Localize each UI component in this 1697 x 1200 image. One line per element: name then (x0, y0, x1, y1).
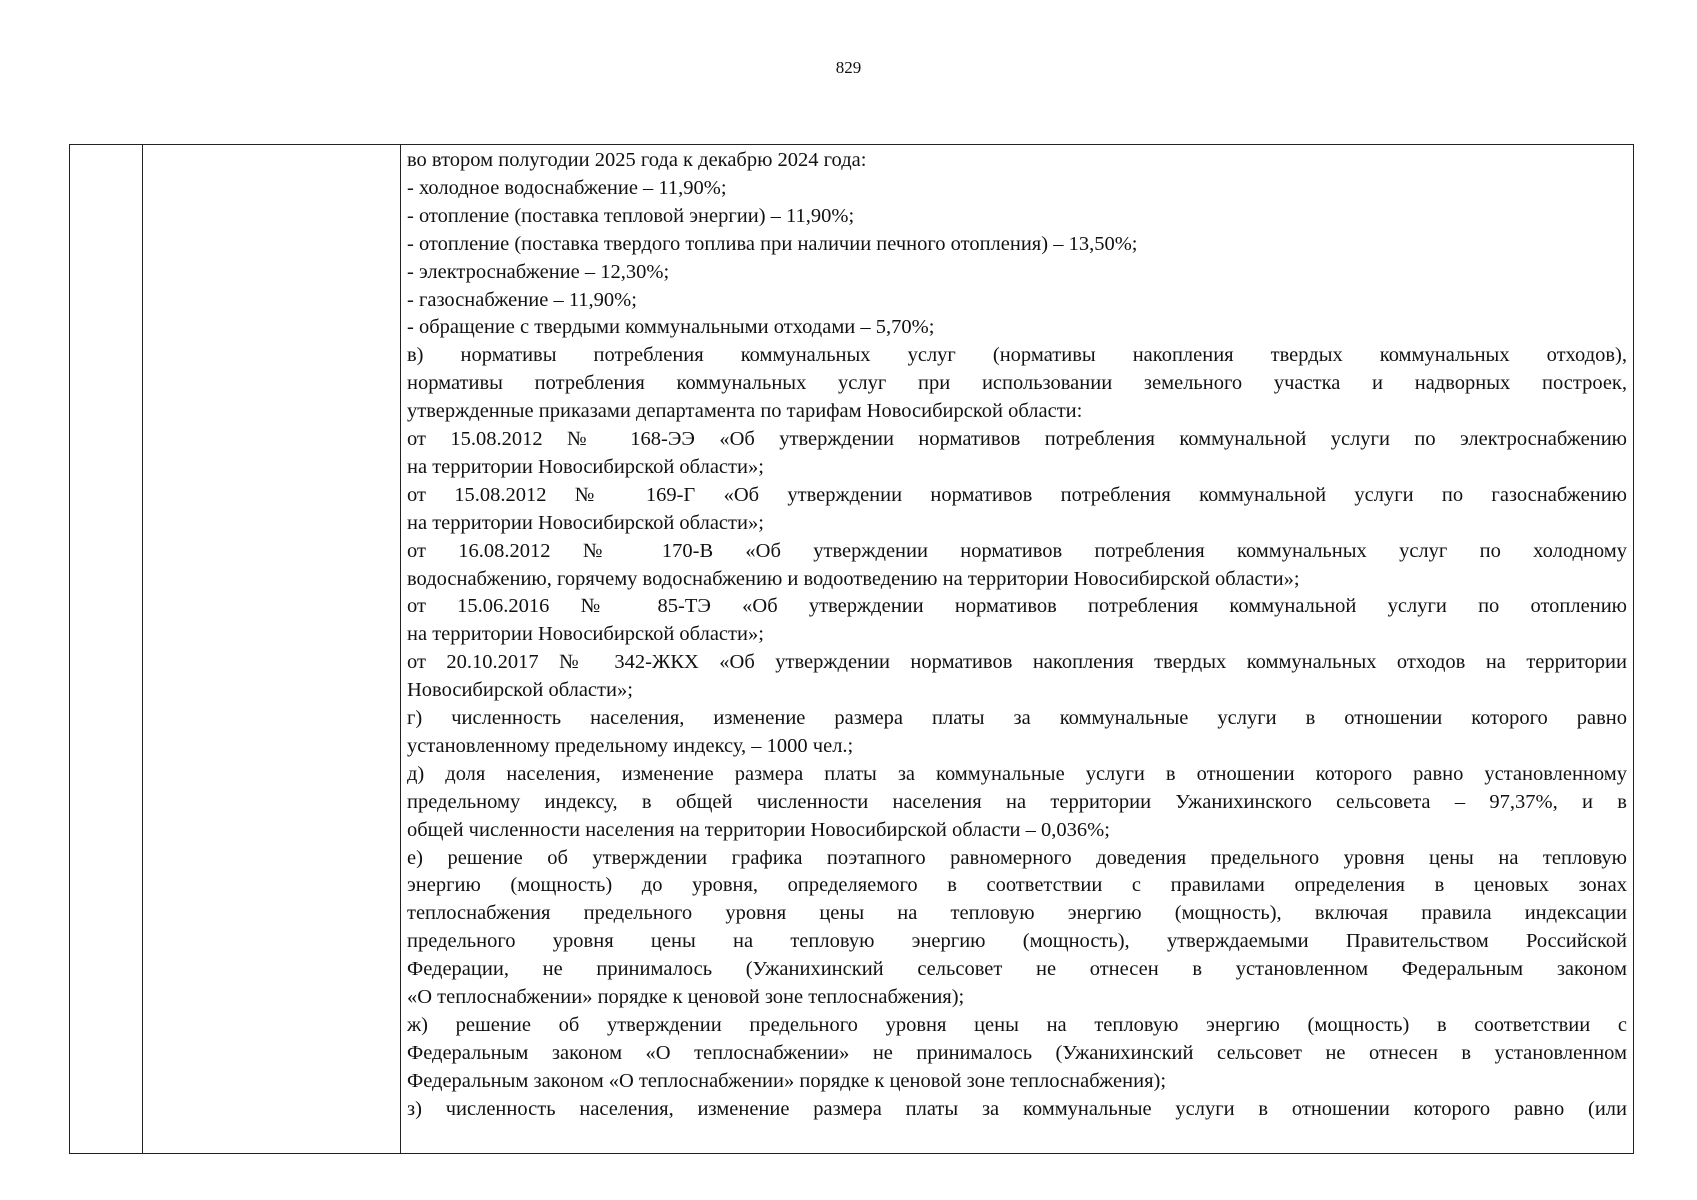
text-line: общей численности населения на территории Новосибирской области – 0,036%; (407, 818, 1110, 841)
text-line: г) численность населения, изменение размера платы за коммунальные услуги в отношении которого равно (407, 707, 1627, 730)
text-line: ж) решение об утверждении предельного уровня цены на тепловую энергию (мощность) в соответствии с (407, 1013, 1627, 1036)
text-line: утвержденные приказами департамента по тарифам Новосибирской области: (407, 400, 1083, 423)
text-line: во втором полугодии 2025 года к декабрю 2024 года: (407, 149, 867, 171)
text-line: нормативы потребления коммунальных услуг при использовании земельного участка и надворных построек, (407, 372, 1627, 395)
page-number: 829 (835, 58, 862, 77)
document-table (69, 144, 1634, 1154)
text-line: «О теплоснабжении» порядке к ценовой зоне теплоснабжения); (407, 985, 965, 1008)
table-row (70, 145, 1634, 1154)
text-line: - отопление (поставка тепловой энергии) – 11,90%; (407, 204, 855, 227)
name-cell (143, 145, 401, 1154)
text-line: д) доля населения, изменение размера платы за коммунальные услуги в отношении которого равно установленному (407, 762, 1627, 785)
text-line: е) решение об утверждении графика поэтапного равномерного доведения предельного уровня цены на тепловую (407, 846, 1627, 869)
text-line: Федеральным законом «О теплоснабжении» не принималось (Ужанихинский сельсовет не отнесен в установленном (407, 1041, 1627, 1064)
text-line: - электроснабжение – 12,30%; (407, 260, 670, 283)
text-line: от 15.06.2016 № 85-ТЭ «Об утверждении нормативов потребления коммунальной услуги по отоплению (407, 595, 1627, 618)
text-line: на территории Новосибирской области»; (407, 623, 764, 646)
text-line: от 15.08.2012 № 168-ЭЭ «Об утверждении нормативов потребления коммунальной услуги по электроснабжению (407, 428, 1627, 451)
text-line: предельного уровня цены на тепловую энергию (мощность), утверждаемыми Правительством Российской (407, 930, 1627, 953)
text-line: предельному индексу, в общей численности населения на территории Ужанихинского сельсовета – 97,37%, и в (407, 790, 1627, 813)
text-line: от 20.10.2017 № 342-ЖКХ «Об утверждении нормативов накопления твердых коммунальных отходов на территории (407, 651, 1627, 674)
text-line: - отопление (поставка твердого топлива при наличии печного отопления) – 13,50%; (407, 232, 1138, 255)
text-line: з) численность населения, изменение размера платы за коммунальные услуги в отношении которого равно (или (407, 1097, 1627, 1120)
text-line: - обращение с твердыми коммунальными отходами – 5,70%; (407, 316, 935, 339)
content-text (407, 147, 1627, 1123)
text-line: теплоснабжения предельного уровня цены на тепловую энергию (мощность), включая правила индексации (407, 902, 1627, 925)
text-line: в) нормативы потребления коммунальных услуг (нормативы накопления твердых коммунальных отходов), (407, 344, 1627, 367)
text-line: энергию (мощность) до уровня, определяемого в соответствии с правилами определения в ценовых зонах (407, 874, 1627, 897)
text-line: установленному предельному индексу, – 1000 чел.; (407, 734, 854, 757)
text-line: - газоснабжение – 11,90%; (407, 288, 637, 311)
text-line: от 16.08.2012 № 170-В «Об утверждении нормативов потребления коммунальных услуг по холодному (407, 539, 1627, 562)
text-line: на территории Новосибирской области»; (407, 455, 764, 478)
text-line: Федеральным законом «О теплоснабжении» порядке к ценовой зоне теплоснабжения); (407, 1069, 1167, 1092)
number-cell (70, 145, 143, 1154)
text-line: водоснабжению, горячему водоснабжению и водоотведению на территории Новосибирской области»; (407, 567, 1300, 590)
text-line: - холодное водоснабжение – 11,90%; (407, 176, 727, 199)
text-line: от 15.08.2012 № 169-Г «Об утверждении нормативов потребления коммунальной услуги по газоснабжению (407, 483, 1627, 506)
text-line: Новосибирской области»; (407, 679, 633, 702)
text-line: на территории Новосибирской области»; (407, 511, 764, 534)
content-cell (401, 145, 1634, 1154)
text-line: Федерации, не принималось (Ужанихинский сельсовет не отнесен в установленном Федеральным законом (407, 958, 1627, 981)
